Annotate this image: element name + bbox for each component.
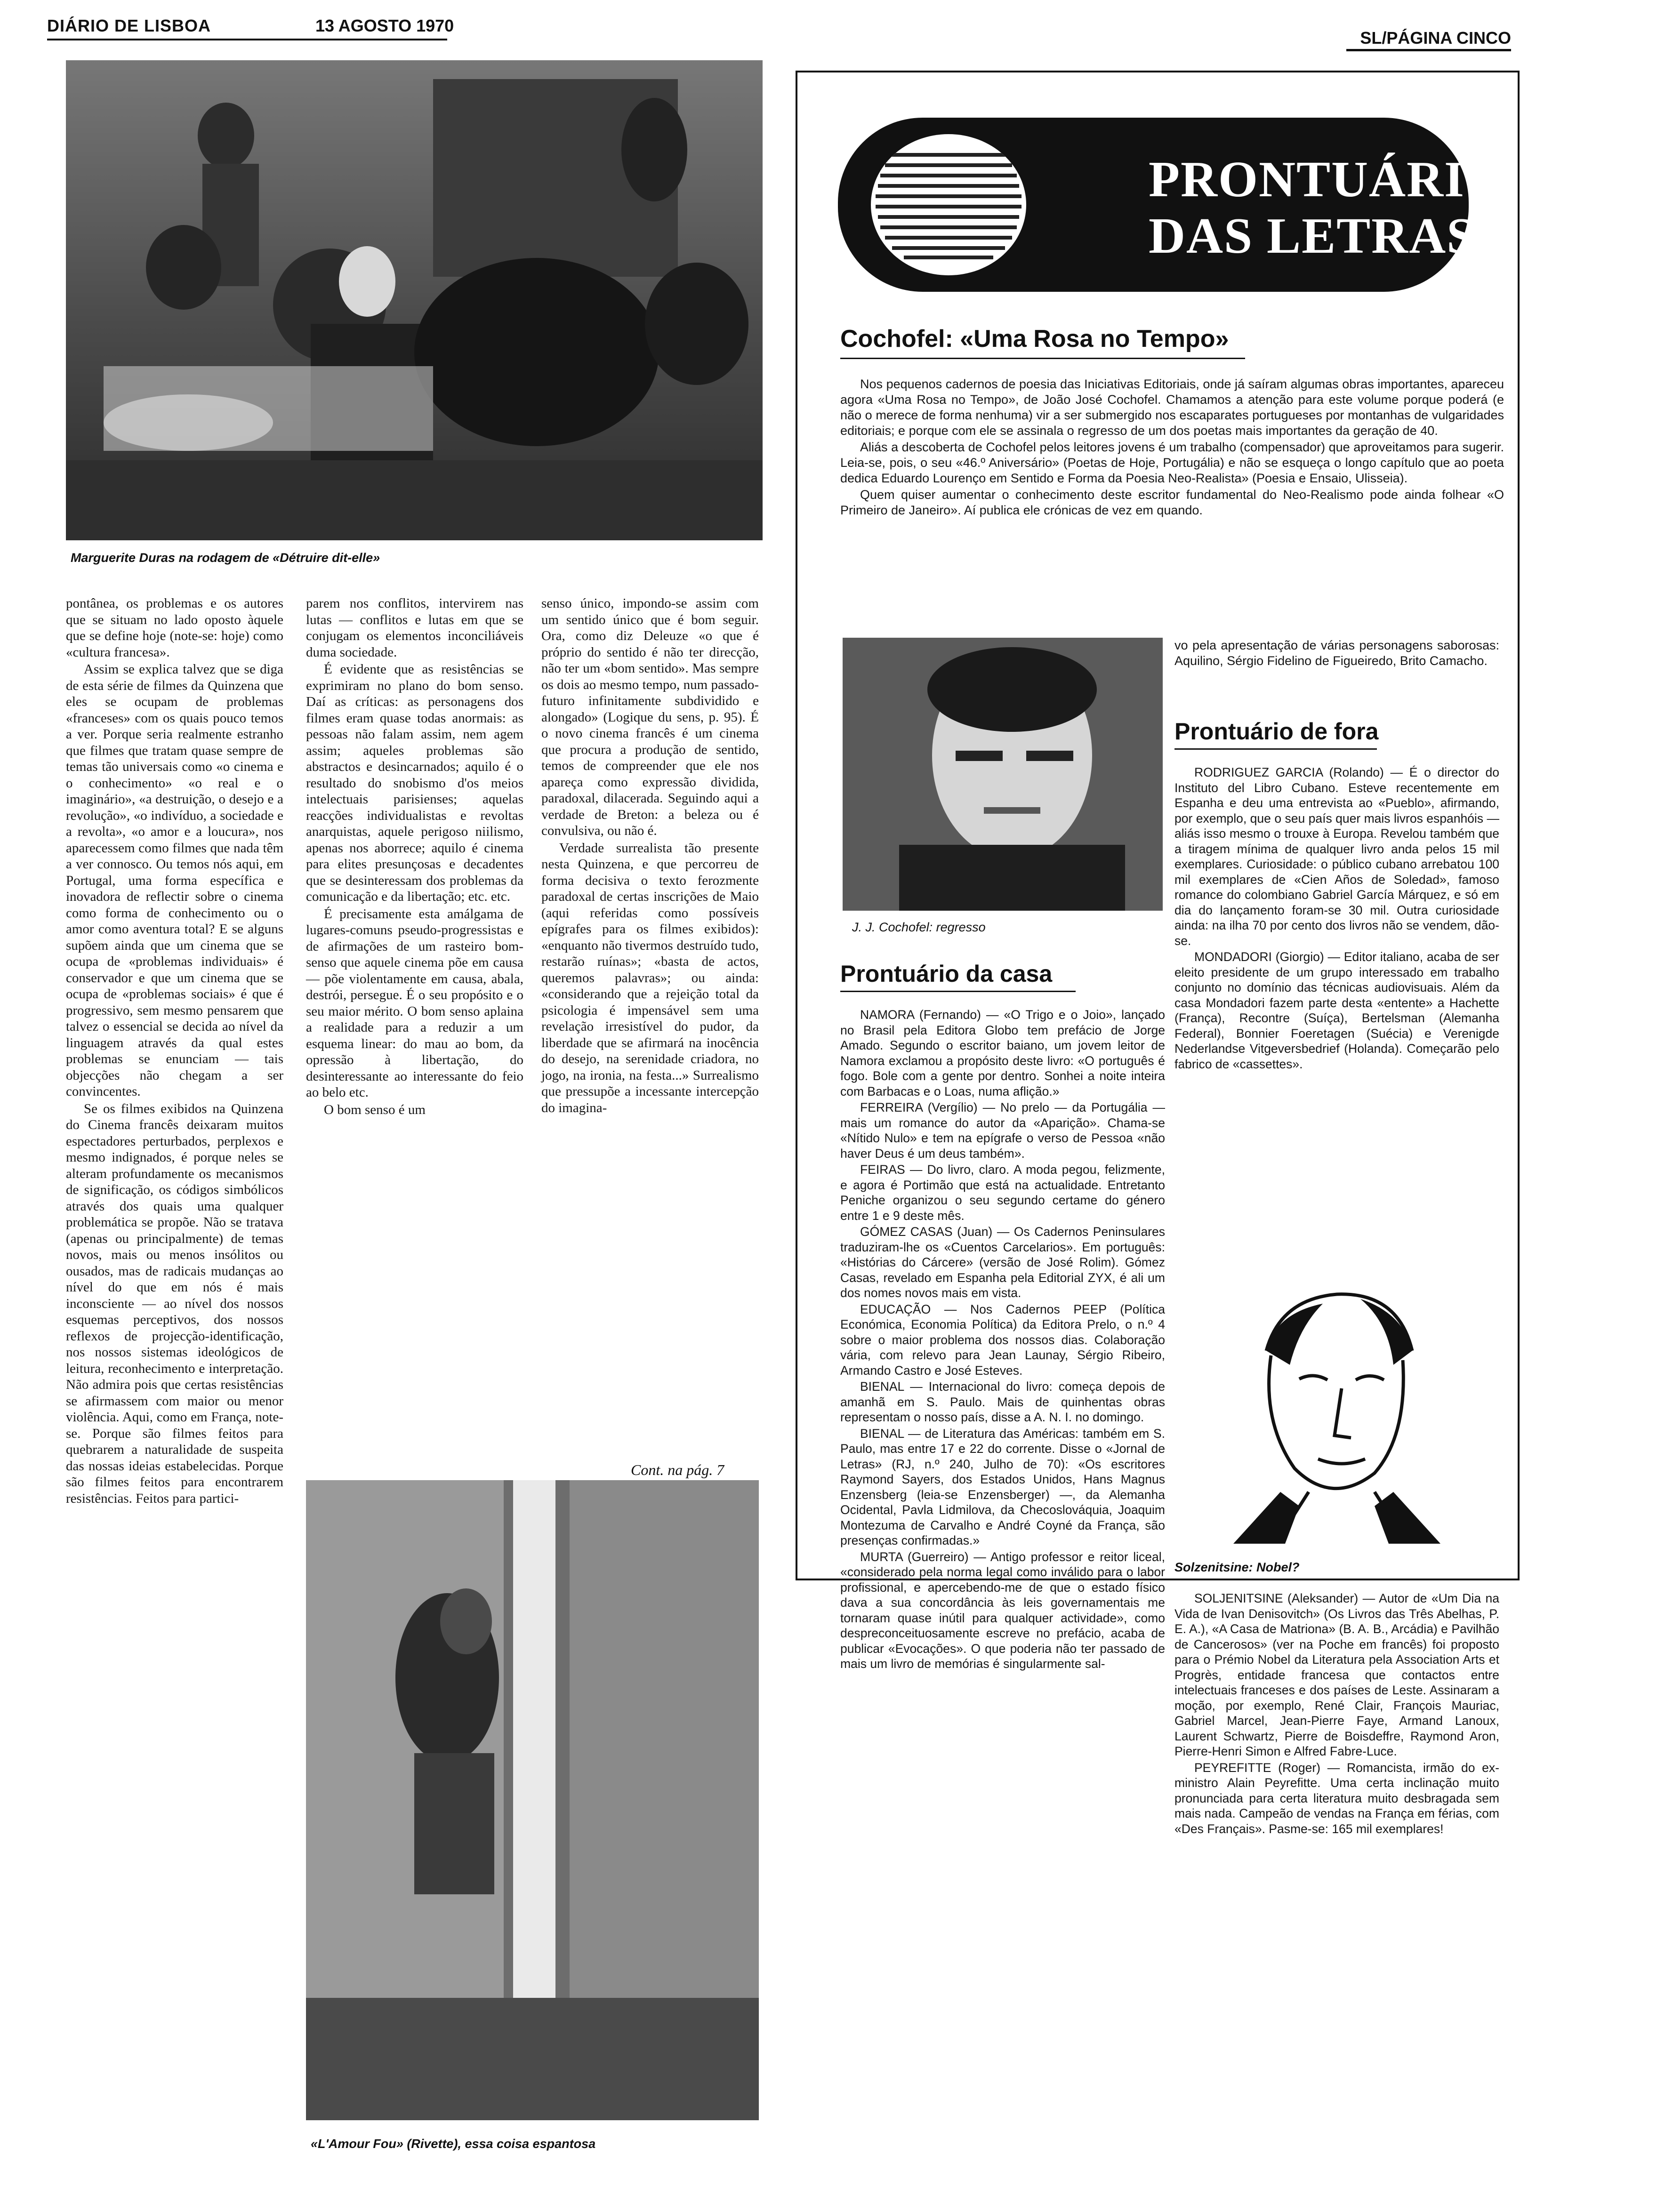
photo-amour-fou-image (306, 1480, 759, 2120)
prontuario-title-line1: PRONTUÁRIO (1149, 152, 1506, 208)
casa-paragraph: EDUCAÇÃO — Nos Cadernos PEEP (Política Económica, Economia Política) da Editora Prelo, o n.º 4 sobre o maior problema dos nossos dias. Colaboração vária, com relevo para Jean Launay, Sérgio Ribeiro, Armando Castro e José Esteves. (840, 1302, 1165, 1378)
fora-paragraph: PEYREFITTE (Roger) — Romancista, irmão do ex-ministro Alain Peyrefitte. Uma certa inclinação muito pronunciada para certa literatura muito desbragada sem mais nada. Campeão de vendas na França em férias, com «Des Français». Pasme-se: 165 mil exemplares! (1174, 1760, 1499, 1836)
header-rule-right (1346, 49, 1511, 51)
prontuario-banner (838, 118, 1506, 292)
article-paragraph: É precisamente esta amálgama de lugares-comuns pseudo-progressistas e de afirmações de um rasteiro bom-senso que aquele cinema põe em causa — põe violentamente em causa, abala, destrói, persegue. É o seu propósito e o seu maior mérito. O bom senso aplaina a realidade para a reduzir a um esquema linear: do mau ao bom, da opressão à libertação, do desinteressante ao interessante do feio ao belo etc. (306, 906, 523, 1100)
photo-duras-caption: Marguerite Duras na rodagem de «Détruire dit-elle» (71, 551, 380, 565)
continuation-paragraph: vo pela apresentação de várias personagens saborosas: Aquilino, Sérgio Fidelino de Figueiredo, Brito Camacho. (1174, 638, 1499, 668)
casa-paragraph: NAMORA (Fernando) — «O Trigo e o Joio», lançado no Brasil pela Editora Globo tem prefácio de Jorge Amado. Segundo o escritor baiano, um jovem leitor de Namora exclamou a propósito deste livro: «O português é fogo. Bole com a gente por dentro. Sonhei a noite inteira com Barbacas e o Loas, numa aflição.» (840, 1008, 1165, 1098)
article-column-1 (66, 595, 283, 2196)
cochofel-title: Cochofel: «Uma Rosa no Tempo» (840, 325, 1229, 353)
portrait-caption: Solzenitsine: Nobel? (1174, 1560, 1300, 1574)
casa-paragraph: BIENAL — Internacional do livro: começa depois de amanhã em S. Paulo. Mais de quinhentas obras representam o nosso país, disse a A. N. I. no domingo. (840, 1379, 1165, 1424)
casa-paragraph: MURTA (Guerreiro) — Antigo professor e reitor liceal, «considerado pela norma legal como inválido para o labor profissional, e apercebendo-me de que o estado físico dava a sua concordância às leis governamentais me tornaram quase inútil para qualquer actividade», como despreconceituosamente escreve no prefácio, acaba de publicar «Evocações». O que poderia não ter passado de mais um livro de memórias é singularmente sal- (840, 1549, 1165, 1671)
fora-paragraph: RODRIGUEZ GARCIA (Rolando) — É o director do Instituto del Libro Cubano. Esteve recentemente em Espanha e deu uma entrevista ao «Pueblo», afirmando, por exemplo, que o seu país quer mais livros espanhóis — aliás isso mesmo o trouxe à Europa. Revelou também que a tiragem mínima de qualquer livro anda pelos 15 mil exemplares. Curiosidade: o público cubano arrebatou 100 mil exemplares de «Cien Años de Soledad», famoso romance do colombiano Gabriel García Márquez, e só em dia do lançamento foram-se 30 mil. Outra curiosidade ainda: na ilha 70 por cento dos livros não se vendem, dão-se. (1174, 765, 1499, 948)
article-paragraph: Assim se explica talvez que se diga de esta série de filmes da Quinzena que eles se ocupam de problemas «franceses» com os quais pouco temos a ver. Porque seria realmente estranho que filmes que tratam quase sempre de temas tão universais como «o cinema e o conhecimento» «o real e o imaginário», «a destruição, o desejo e a revolução», «o indivíduo, a sociedade e a revolta», «o amor e a loucura», nos aparecessem como filmes que nada têm a ver connosco. Ou temos nós aqui, em Portugal, uma forma específica e inovadora de reflectir sobre o cinema como forma de conhecimento ou o amor como aventura total? E se alguns supõem ainda que um cinema que se ocupa de «problemas individuais» é conservador e que um cinema que se ocupa de «problemas sociais» é que é progressivo, sem mesmo pensarem que talvez o essencial se decida ao nível da linguagem através da qual estes problemas se enunciam — tais objecções não chegam a ser convincentes. (66, 662, 283, 1099)
fora-title: Prontuário de fora (1174, 718, 1379, 745)
banner-text-disc (871, 134, 1026, 275)
article-column-2 (306, 595, 523, 1466)
photo-cochofel-image (843, 638, 1163, 911)
cochofel-paragraph: Quem quiser aumentar o conhecimento deste escritor fundamental do Neo-Realismo pode ainda folhear «O Primeiro de Janeiro». Aí publica ele crónicas de vez em quando. (840, 488, 1504, 517)
casa-text (840, 1007, 1165, 2193)
portrait-drawing (1205, 1271, 1469, 1544)
casa-title-rule (840, 991, 1076, 992)
masthead-left: DIÁRIO DE LISBOA (47, 16, 211, 35)
cochofel-title-rule (840, 358, 1245, 359)
article-paragraph: Se os filmes exibidos na Quinzena do Cinema francês deixaram muitos espectadores perturbados, perplexos e mesmo indignados, é porque neles se alteram profundamente os mecanismos de significação, os códigos simbólicos através dos quais uma qualquer problemática se propõe. Não se tratava (apenas ou principalmente) de temas novos, mais ou menos insólitos ou ousados, mas de radicais mudanças ao nível do que em nós é mais inconsciente — ao nível dos nossos esquemas perceptivos, dos nossos reflexos de projecção-identificação, nos nossos sistemas ideológicos de leitura, reconhecimento e interpretação. Não admira pois que certas resistências se afirmassem com maior ou menor violência. Aqui, como em França, note-se. Porque são filmes feitos para quebrarem a naturalidade de suspeita das nossas ideias estabelecidas. Porque são filmes feitos para encontrarem resistências. Feitos para partici- (66, 1101, 283, 1506)
prontuario-title-line2: DAS LETRAS (1149, 208, 1476, 264)
header-rule-left (47, 39, 447, 40)
cochofel-text (840, 377, 1504, 649)
photo-cochofel-caption: J. J. Cochofel: regresso (852, 920, 986, 934)
article-column-3 (541, 595, 759, 1471)
fora-paragraph: MONDADORI (Giorgio) — Editor italiano, acaba de ser eleito presidente de um grupo interessado em trabalho conjunto no domínio das técnicas audiovisuais. Além da casa Mondadori fazem parte desta «entente» a Hachette (França), Recontre (Suíça), Bertelsman (Alemanha Federal), Bonnier Foeretagen (Suécia) e Verenigde Nederlandse Vitgeversbedrief (Holanda). Começarão pelo fabrico de «cassettes». (1174, 950, 1499, 1071)
cochofel-paragraph: Nos pequenos cadernos de poesia das Iniciativas Editoriais, onde já saíram algumas obras importantes, apareceu agora «Uma Rosa no Tempo», de João José Cochofel. Chamamos a atenção para este volume porque poderá (e não o merece de forma nenhuma) vir a ser submergido nos escaparates portugueses por montanhas de vulgaridades editoriais; e porque com ele se assinala o regresso de um dos poetas mais importantes da geração de 40. (840, 377, 1504, 438)
casa-title: Prontuário da casa (840, 961, 1053, 987)
masthead-date: 13 AGOSTO 1970 (315, 16, 454, 35)
photo-duras-filming (66, 60, 763, 540)
article-paragraph: O bom senso é um (324, 1102, 426, 1117)
fora-text-2 (1174, 1591, 1499, 2193)
masthead-page: SL/PÁGINA CINCO (1360, 28, 1511, 48)
fora-title-rule (1174, 748, 1377, 750)
article-paragraph: pontânea, os problemas e os autores que se situam no lado oposto àquele que se define hoje (note-se: hoje) como «cultura francesa». (66, 596, 283, 660)
newsprint-collage-icon (871, 134, 1026, 275)
photo-amour-fou-caption: «L'Amour Fou» (Rivette), essa coisa espantosa (311, 2137, 596, 2151)
article-paragraph: Verdade surrealista tão presente nesta Quinzena, e que percorreu de forma decisiva o texto ferozmente paradoxal de certas inscrições de Maio (aqui referidas como possíveis epígrafes para os filmes exibidos): «enquanto não tivermos destruído tudo, restarão ruínas»; «basta de actos, queremos palavras»; ou ainda: «considerando que a rejeição total da psicologia é impensável sem uma revelação irresistível do pudor, da liberdade que se afirmará na inocência do desejo, na serenidade criadora, no jogo, na ironia, na festa...» Surrealismo que pressupõe a incessante intercepção do imagina- (541, 840, 759, 1115)
fora-paragraph: SOLJENITSINE (Aleksander) — Autor de «Um Dia na Vida de Ivan Denisovitch» (Os Livros das Três Abelhas, P. E. A.), «A Casa de Matriona» (B. A. B., Arcádia) e Pavilhão de Cancerosos» (ver na Poche em francês) foi proposto para o Prémio Nobel da Literatura pela Association Arts et Progrès, entidade francesa que contactos entre intelectuais franceses e dos países de Leste. Assinaram a moção, por exemplo, René Clair, François Mauriac, Gabriel Marcel, Jean-Pierre Faye, Armand Lanoux, Laurent Schwartz, Pierre de Boisdeffre, Raymond Aron, Pierre-Henri Simon e Alfred Fabre-Luce. (1174, 1591, 1499, 1758)
article-paragraph: parem nos conflitos, intervirem nas lutas — conflitos e lutas em que se conjugam os elementos inconciliáveis duma sociedade. (306, 596, 523, 660)
article-paragraph: senso único, impondo-se assim com um sentido único que é bom seguir. Ora, como diz Deleuze «o que é próprio do sentido é não ter direcção, não ter um «bom sentido». Mas sempre os dois ao mesmo tempo, num passado-futuro infinitamente subdividido e alongado» (Logique du sens, p. 95). É o novo cinema francês é um cinema que procura a produção de sentido, temos de compreender que ele nos apareça como expressão dividida, paradoxal, dilacerada. Seguindo aqui a verdade de Breton: a beleza ou é convulsiva, ou não é. (541, 596, 759, 838)
continued-note: Cont. na pág. 7 (631, 1461, 724, 1478)
fora-text (1174, 765, 1499, 1250)
photo-duras-image (66, 60, 763, 540)
photo-amour-fou (306, 1480, 759, 2120)
casa-paragraph: FEIRAS — Do livro, claro. A moda pegou, felizmente, e agora é Portimão que está na actualidade. Entretanto Peniche organizou o seu segundo certame do género entre 1 e 9 deste mês. (840, 1162, 1165, 1223)
casa-paragraph: GÓMEZ CASAS (Juan) — Os Cadernos Peninsulares traduziram-lhe os «Cuentos Carcelarios». Em português: «Histórias do Cárcere» (versão de José Rolim). Gómez Casas, revelado em Espanha pela Editorial ZYX, é ali um dos nomes novos mais em vista. (840, 1225, 1165, 1300)
article-paragraph: É evidente que as resistências se exprimiram no plano do bom senso. Daí as críticas: as personagens dos filmes eram quase todas anormais: as pessoas não falam assim, nem agem assim; aqueles problemas são abstractos e desincarnados; aquilo é o resultado do snobismo d'os meios intelectuais parisienses; aquelas reacções individualistas e revoltas anarquistas, aquele perigoso niilismo, apenas nos aborrece; aquilo é cinema para elites presunçosas e decadentes que se desinteressam dos problemas da comunicação e da libertação; etc. etc. (306, 662, 523, 904)
casa-paragraph: FERREIRA (Vergílio) — No prelo — da Portugália — mais um romance do autor da «Aparição». Chama-se «Nítido Nulo» e tem na epígrafe o verso de Pessoa «não haver Deus é um deus também». (840, 1100, 1165, 1161)
casa-paragraph: BIENAL — de Literatura das Américas: também em S. Paulo, mas entre 17 e 22 do corrente. Disse o «Jornal de Letras» (RJ, n.º 240, Julho de 70): «Os escritores Raymond Sayers, dos Estados Unidos, Hans Magnus Enzensberg (leia-se Enzensberger) —, da Alemanha Ocidental, Pavla Lidmilova, da Checoslováquia, Joaquim Montezuma de Carvalho e André Coyné da França, são presenças confirmadas.» (840, 1426, 1165, 1547)
photo-cochofel (843, 638, 1163, 911)
portrait-solzhenitsyn (1205, 1271, 1469, 1544)
cochofel-paragraph: Aliás a descoberta de Cochofel pelos leitores jovens é um trabalho (compensador) que aproveitamos para sugerir. Leia-se, pois, o seu «46.º Aniversário» (Poetas de Hoje, Portugália) e não se esqueça o longo capítulo que ao poeta dedica Eduardo Lourenço em Sentido e Forma da Poesia Neo-Realista» (Poesia e Ensaio, Ulisseia). (840, 440, 1504, 485)
right-top-continuation (1174, 638, 1499, 670)
